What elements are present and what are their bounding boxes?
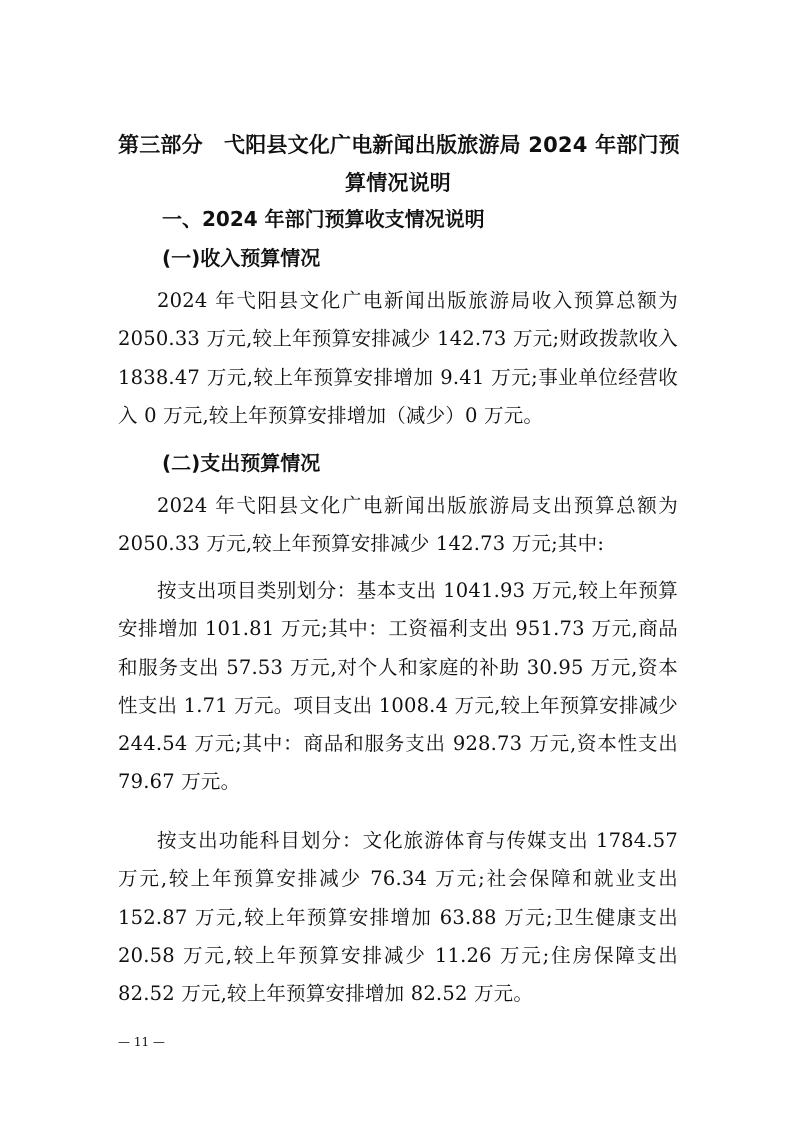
expenditure-by-function-paragraph: 按支出功能科目划分：文化旅游体育与传媒支出 1784.57 万元,较上年预算安排减少 76.34 万元;社会保障和就业支出 152.87 万元,较上年预算安排增加 63.88 万元;卫生健康支出 20.58 万元,较上年预算安排减少 11.26 万元;住房保障支出 82.52 万元,较上年预算安排增加 82.52 万元。 (118, 829, 678, 1006)
page-number: — 11 — (118, 1035, 165, 1049)
subsection-heading-expenditure: (二)支出预算情况 (162, 451, 321, 475)
title-line-1: 第三部分 弋阳县文化广电新闻出版旅游局 2024 年部门预 (118, 133, 680, 157)
income-paragraph: 2024 年弋阳县文化广电新闻出版旅游局收入预算总额为 2050.33 万元,较上年预算安排减少 142.73 万元;财政拨款收入 1838.47 万元,较上年预算安排增加 9.41 万元;事业单位经营收入 0 万元,较上年预算安排增加（减少）0 万元。 (118, 289, 678, 427)
subsection-heading-income: (一)收入预算情况 (162, 246, 321, 270)
expenditure-total-paragraph: 2024 年弋阳县文化广电新闻出版旅游局支出预算总额为 2050.33 万元,较上年预算安排减少 142.73 万元;其中: (118, 494, 678, 556)
expenditure-by-category-paragraph: 按支出项目类别划分：基本支出 1041.93 万元,较上年预算安排增加 101.81 万元;其中：工资福利支出 951.73 万元,商品和服务支出 57.53 万元,对个人和家庭的补助 30.95 万元,资本性支出 1.71 万元。项目支出 1008.4 万元,较上年预算安排减少 244.54 万元;其中：商品和服务支出 928.73 万元,资本性支出 79.67 万元。 (118, 579, 678, 794)
title-line-2: 算情况说明 (345, 171, 451, 195)
section-heading-budget-overview: 一、2024 年部门预算收支情况说明 (162, 207, 485, 231)
document-title (118, 126, 678, 202)
